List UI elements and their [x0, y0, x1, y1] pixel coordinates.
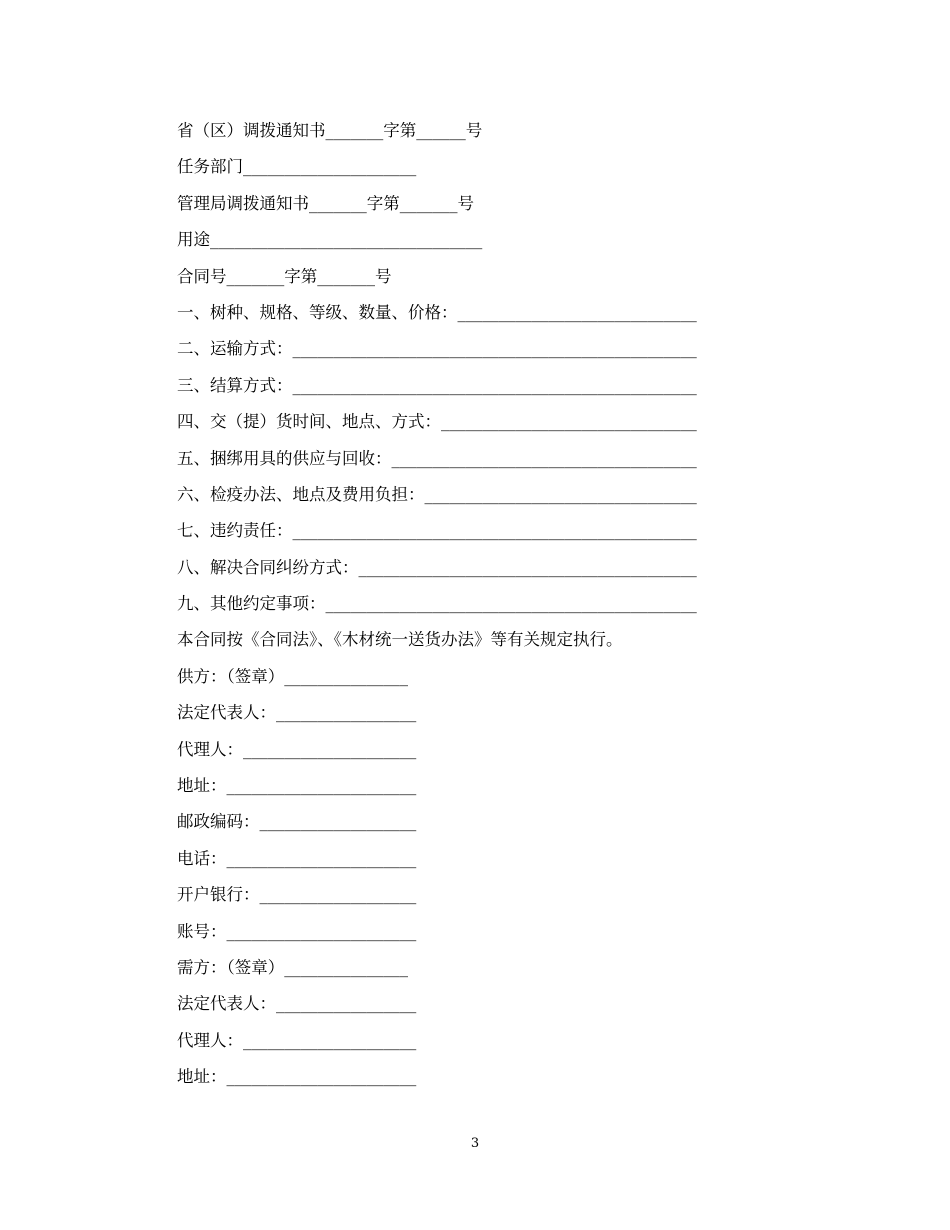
- contract-body: [177, 113, 767, 1096]
- clause-8-line: 八、解决合同纠纷方式：_________________________________________: [177, 557, 697, 577]
- purpose-line: 用途_________________________________: [177, 230, 483, 250]
- clause-3-line: 三、结算方式：_________________________________________________: [177, 375, 697, 395]
- clause-6-line: 六、检疫办法、地点及费用负担：_________________________________: [177, 484, 697, 504]
- contract-number-line: 合同号_______字第_______号: [177, 266, 392, 286]
- supplier-phone-line: 电话：_______________________: [177, 848, 417, 868]
- clause-5-line: 五、捆绑用具的供应与回收：_____________________________________: [177, 448, 697, 468]
- supplier-legal-rep-line: 法定代表人：_________________: [177, 703, 417, 723]
- clause-9-line: 九、其他约定事项：_____________________________________________: [177, 594, 697, 614]
- supplier-postcode-line: 邮政编码：___________________: [177, 812, 417, 832]
- clause-2-line: 二、运输方式：_________________________________________________: [177, 339, 697, 359]
- buyer-agent-line: 代理人：_____________________: [177, 1030, 417, 1050]
- buyer-legal-rep-line: 法定代表人：_________________: [177, 994, 417, 1014]
- supplier-agent-line: 代理人：_____________________: [177, 739, 417, 759]
- clause-1-line: 一、树种、规格、等级、数量、价格：_____________________________: [177, 302, 697, 322]
- buyer-signature-line: 需方：（签章）_______________: [177, 957, 408, 977]
- clause-7-line: 七、违约责任：_________________________________________________: [177, 521, 697, 541]
- provincial-allocation-notice-line: 省（区）调拨通知书_______字第______号: [177, 121, 483, 140]
- task-department-line: 任务部门_____________________: [177, 157, 417, 177]
- supplier-account-line: 账号：_______________________: [177, 921, 417, 941]
- supplier-address-line: 地址：_______________________: [177, 776, 417, 796]
- supplier-bank-line: 开户银行：___________________: [177, 885, 417, 905]
- buyer-address-line: 地址：_______________________: [177, 1067, 417, 1087]
- clause-4-line: 四、交（提）货时间、地点、方式：_______________________________: [177, 412, 697, 432]
- bureau-allocation-notice-line: 管理局调拨通知书_______字第_______号: [177, 193, 474, 213]
- governing-law-statement: 本合同按《合同法》、《木材统一送货办法》等有关规定执行。: [177, 630, 623, 650]
- supplier-signature-line: 供方：（签章）_______________: [177, 666, 408, 686]
- page-number: 3: [470, 1136, 480, 1151]
